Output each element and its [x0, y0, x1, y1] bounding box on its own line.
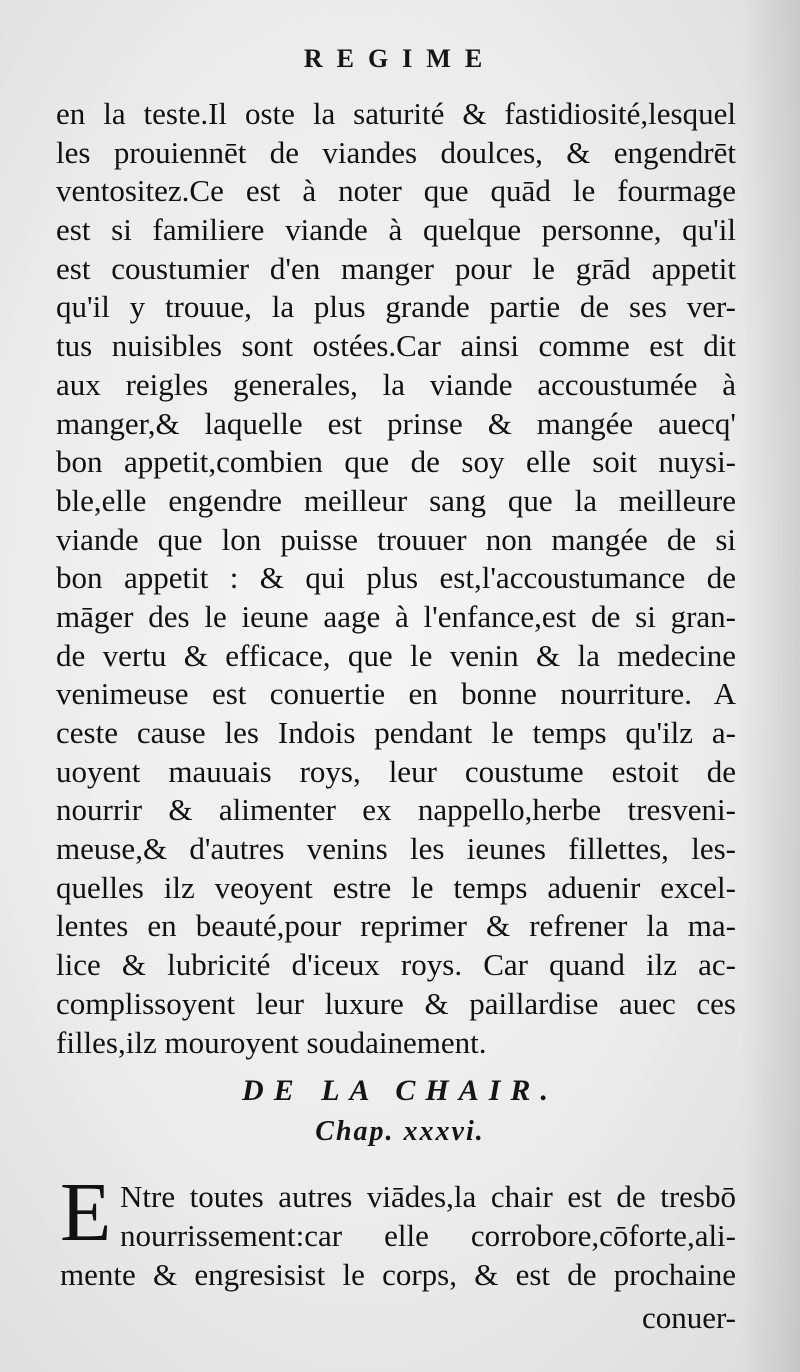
running-head: REGIME — [303, 44, 497, 73]
text-line: filles,ilz mouroyent soudainement. — [56, 1024, 487, 1060]
text-line: lice & lubricité d'iceux roys. Car quand ilz ac- — [56, 947, 736, 983]
text-line: bon appetit : & qui plus est,l'accoustumance de — [56, 560, 736, 596]
text-line: ceste cause les Indois pendant le temps qu'ilz a- — [56, 715, 736, 750]
page-edge-shadow — [740, 0, 800, 1372]
text-line: de vertu & efficace, que le venin & la medecine — [56, 637, 736, 673]
text-line: les prouiennēt de viandes doulces, & engendrēt — [56, 134, 736, 170]
chapter-number: Chap. xxxvi. — [315, 1116, 485, 1147]
text-line: nourrir & alimenter ex nappello,herbe tresveni- — [56, 792, 736, 828]
text-line: meuse,& d'autres venins les ieunes fillettes, les- — [56, 831, 736, 867]
text-line: en la teste.Il oste la saturité & fastidiosité,lesquel — [56, 96, 736, 131]
chapter-paragraph — [60, 1166, 736, 1294]
text-line: tus nuisibles sont ostées.Car ainsi comme est dit — [56, 328, 736, 364]
chapter-title: DE LA CHAIR. — [242, 1074, 558, 1107]
text-line: quelles ilz veoyent estre le temps aduenir excel- — [56, 869, 736, 905]
catchword: conuer- — [641, 1300, 736, 1335]
text-line: aux reigles generales, la viande accoustumée à — [56, 366, 736, 402]
main-paragraph — [56, 95, 736, 1062]
text-line: nourrissement:car elle corrobore,cōforte,ali- — [120, 1218, 736, 1253]
text-line: complissoyent leur luxure & paillardise auec ces — [56, 985, 736, 1021]
text-line: Ntre toutes autres viādes,la chair est de tresbō — [120, 1179, 736, 1214]
text-line: viande que lon puisse trouuer non mangée de si — [56, 521, 736, 557]
text-line: venimeuse est conuertie en bonne nourriture. A — [56, 676, 736, 712]
drop-cap: E — [60, 1166, 112, 1259]
text-line: mente & engresisist le corps, & est de prochaine — [60, 1257, 736, 1292]
text-line: lentes en beauté,pour reprimer & refrener la ma- — [56, 908, 736, 944]
text-line: māger des le ieune aage à l'enfance,est de si gran- — [56, 598, 736, 634]
text-line: uoyent mauuais roys, leur coustume estoit de — [56, 753, 736, 789]
text-line: manger,& laquelle est prinse & mangée auecq' — [56, 405, 736, 441]
text-line: bon appetit,combien que de soy elle soit nuysi- — [56, 444, 736, 480]
text-line: est si familiere viande à quelque personne, qu'il — [56, 212, 736, 248]
text-line: ventositez.Ce est à noter que quād le fourmage — [56, 173, 736, 209]
text-line: ble,elle engendre meilleur sang que la meilleure — [56, 482, 736, 518]
text-line: est coustumier d'en manger pour le grād appetit — [56, 250, 736, 286]
text-line: qu'il y trouue, la plus grande partie de ses ver- — [56, 289, 736, 325]
